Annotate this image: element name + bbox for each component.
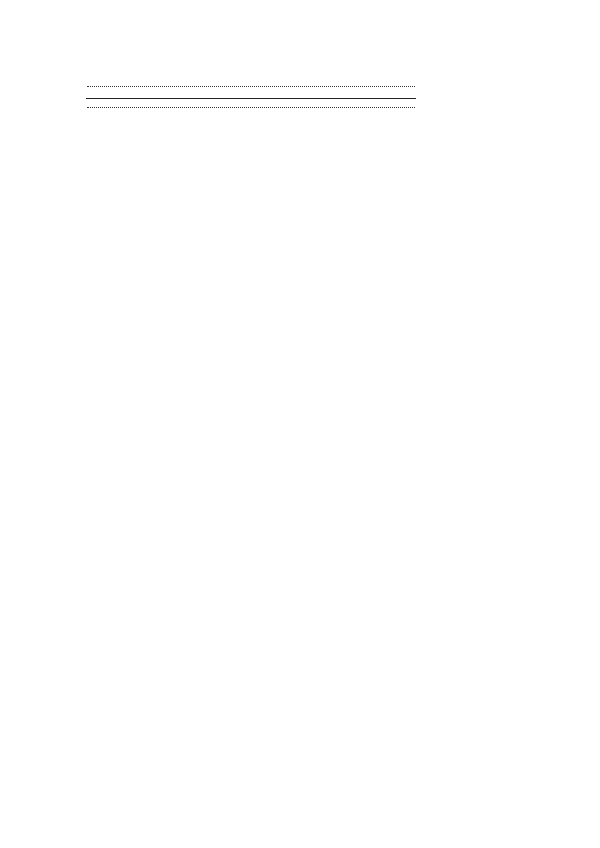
table-of-contents (86, 55, 416, 111)
dot-leader (87, 86, 415, 87)
key-dates-entry[interactable] (86, 89, 416, 99)
dot-leader (87, 107, 415, 108)
bibliography-entry[interactable] (86, 110, 416, 111)
